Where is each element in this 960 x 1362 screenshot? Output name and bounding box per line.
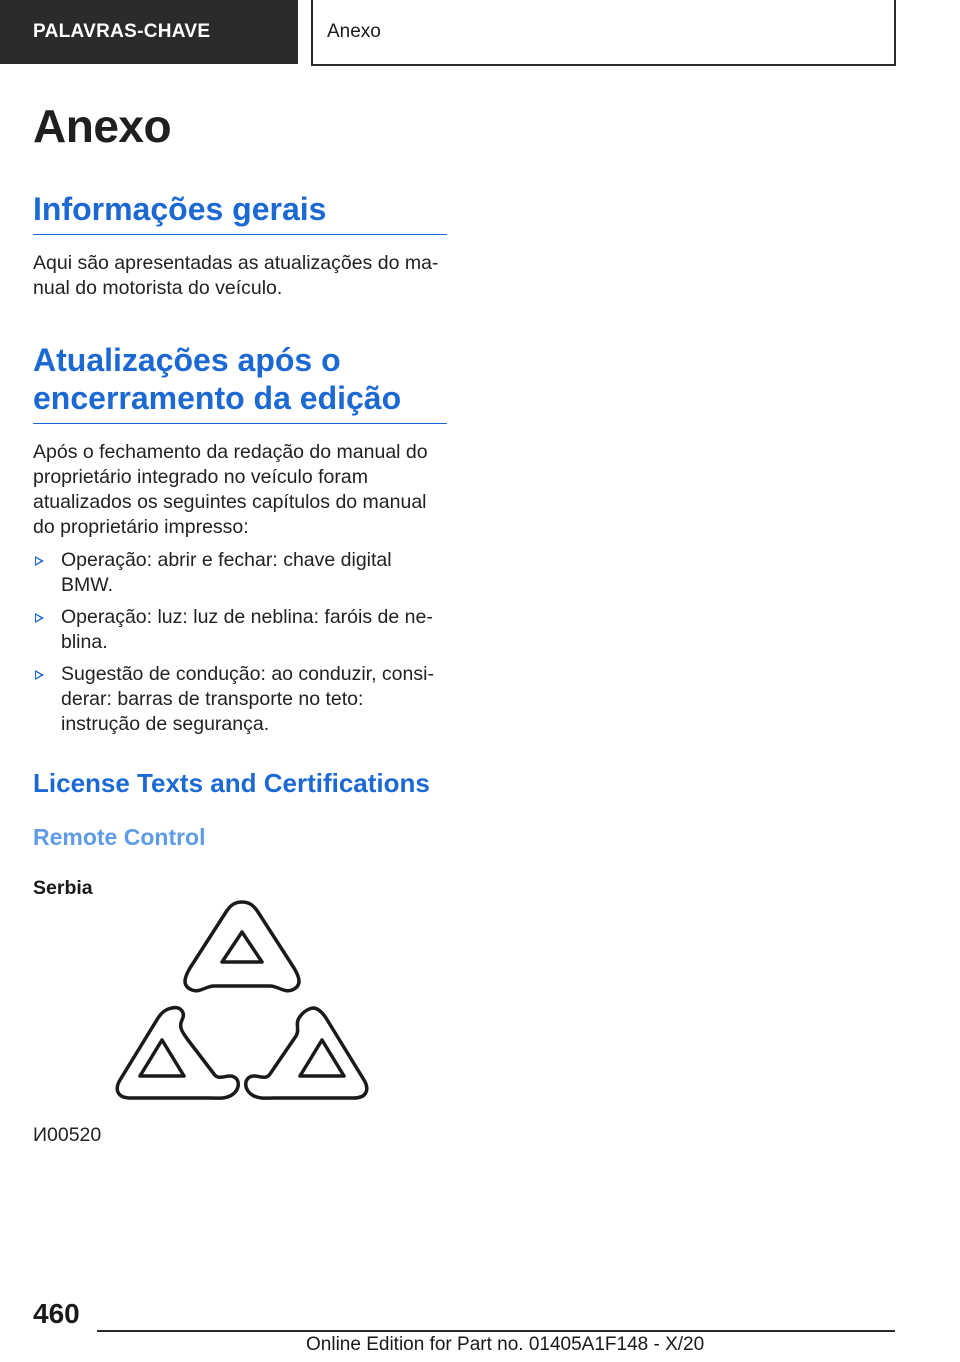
paragraph-informacoes-gerais: Aqui são apresentadas as atualizações do manual do motorista do veículo. — [33, 252, 439, 299]
page-content — [33, 96, 447, 901]
list-item-text: Operação: abrir e fechar: chave digital BMW. — [61, 549, 392, 596]
page-number: 460 — [33, 1298, 80, 1329]
bullet-triangle-icon — [35, 556, 44, 566]
header-section-tab-label: PALAVRAS-CHAVE — [33, 21, 211, 42]
symbol-code: И00520 — [33, 1124, 102, 1146]
list-item — [33, 605, 447, 655]
footer-edition: Online Edition for Part no. 01405A1F148 - X/20 — [306, 1334, 705, 1355]
paragraph-atualizacoes: Após o fechamento da redação do manual do proprietário integrado no veículo foram atualizados os seguintes capítulos do manual do proprietário impresso: — [33, 441, 428, 538]
bullet-triangle-icon — [35, 613, 44, 623]
header-section-tab[interactable] — [0, 0, 298, 64]
list-item — [33, 662, 447, 737]
heading-atualizacoes: Atualizações após o encerramento da edição — [33, 341, 447, 424]
country-label: Serbia — [33, 877, 93, 899]
header-chapter — [311, 0, 896, 66]
list-item — [33, 548, 447, 598]
updated-chapters-list — [33, 548, 447, 737]
list-item-text: Sugestão de condução: ao conduzir, considerar: barras de transporte no teto: instrução de segurança. — [61, 663, 434, 735]
serbia-certification-mark-icon — [110, 890, 375, 1110]
heading-license-texts: License Texts and Certifications — [33, 768, 430, 798]
subheading-remote-control: Remote Control — [33, 824, 206, 850]
list-item-text: Operação: luz: luz de neblina: faróis de neblina. — [61, 606, 433, 653]
heading-informacoes-gerais: Informações gerais — [33, 190, 447, 235]
footer-divider — [97, 1330, 895, 1332]
bullet-triangle-icon — [35, 670, 44, 680]
header-chapter-label: Anexo — [327, 21, 381, 42]
page-title: Anexo — [33, 100, 172, 152]
